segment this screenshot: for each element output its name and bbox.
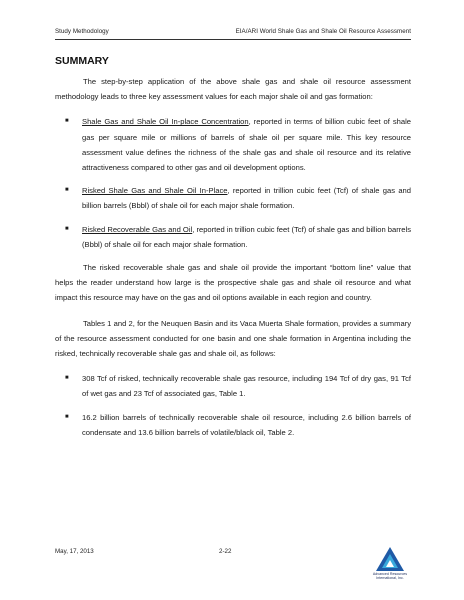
section-heading: SUMMARY bbox=[55, 55, 109, 67]
key-value-description: , reported in trillion cubic feet (Tcf) of shale gas and billion barrels (Bbbl) of shale oil for each major shale formation. bbox=[82, 186, 411, 211]
key-value-description: , reported in terms of billion cubic feet of shale gas per square mile or millions of barrels of shale oil per square mile. This key resource assessment value defines the richness of the shale gas and shale oil resource and its relative attractiveness compared to other gas and oil development options. bbox=[82, 117, 411, 173]
tables-paragraph: Tables 1 and 2, for the Neuquen Basin and its Vaca Muerta Shale formation, provides a summary of the resource assessment conducted for one basin and one shale formation in Argentina including the risked, technically recoverable shale gas and shale oil, as follows: bbox=[55, 318, 411, 359]
company-logo bbox=[368, 546, 412, 586]
bullet-icon: ■ bbox=[65, 118, 69, 125]
list-item bbox=[55, 183, 411, 213]
body-content bbox=[55, 74, 411, 448]
logo-mark-icon bbox=[368, 546, 412, 572]
key-values-list bbox=[55, 114, 411, 252]
logo-line-2: International, Inc. bbox=[376, 576, 404, 581]
header-section-title: Study Methodology bbox=[55, 28, 109, 35]
bullet-icon: ■ bbox=[65, 187, 69, 194]
footer-date: May, 17, 2013 bbox=[55, 548, 94, 555]
bullet-icon: ■ bbox=[65, 413, 69, 420]
logo-text bbox=[368, 572, 412, 581]
key-value-term: Shale Gas and Shale Oil In-place Concentration bbox=[82, 117, 249, 127]
page-header bbox=[55, 28, 411, 35]
header-report-title: EIA/ARI World Shale Gas and Shale Oil Resource Assessment bbox=[235, 28, 411, 35]
intro-paragraph: The step-by-step application of the above shale gas and shale oil resource assessment methodology leads to three key assessment values for each major shale oil and gas formation: bbox=[55, 77, 411, 102]
list-item bbox=[55, 371, 411, 401]
page-number: 2-22 bbox=[219, 548, 232, 555]
results-list bbox=[55, 371, 411, 440]
bullet-icon: ■ bbox=[65, 375, 69, 382]
logo-line-1: Advanced Resources bbox=[372, 572, 408, 576]
list-item bbox=[55, 114, 411, 175]
key-value-description: , reported in trillion cubic feet (Tcf) of shale gas and billion barrels (Bbbl) of shale oil for each major shale formation. bbox=[82, 224, 411, 249]
bullet-icon: ■ bbox=[65, 225, 69, 232]
list-item bbox=[55, 222, 411, 252]
key-value-term: Risked Recoverable Gas and Oil bbox=[82, 224, 193, 234]
list-item bbox=[55, 410, 411, 440]
result-text: 308 Tcf of risked, technically recoverable shale gas resource, including 194 Tcf of dry gas, 91 Tcf of wet gas and 23 Tcf of associated gas, Table 1. bbox=[82, 374, 411, 399]
key-value-term: Risked Shale Gas and Shale Oil In-Place bbox=[82, 186, 228, 196]
bottom-line-paragraph: The risked recoverable shale gas and shale oil provide the important “bottom line” value that helps the reader understand how large is the prospective shale gas and shale oil resource and what impact this resource may have on the gas and oil options available in each region and country. bbox=[55, 263, 411, 303]
result-text: 16.2 billion barrels of technically recoverable shale oil resource, including 2.6 billion barrels of condensate and 13.6 billion barrels of volatile/black oil, Table 2. bbox=[82, 412, 411, 437]
header-rule bbox=[55, 39, 411, 40]
